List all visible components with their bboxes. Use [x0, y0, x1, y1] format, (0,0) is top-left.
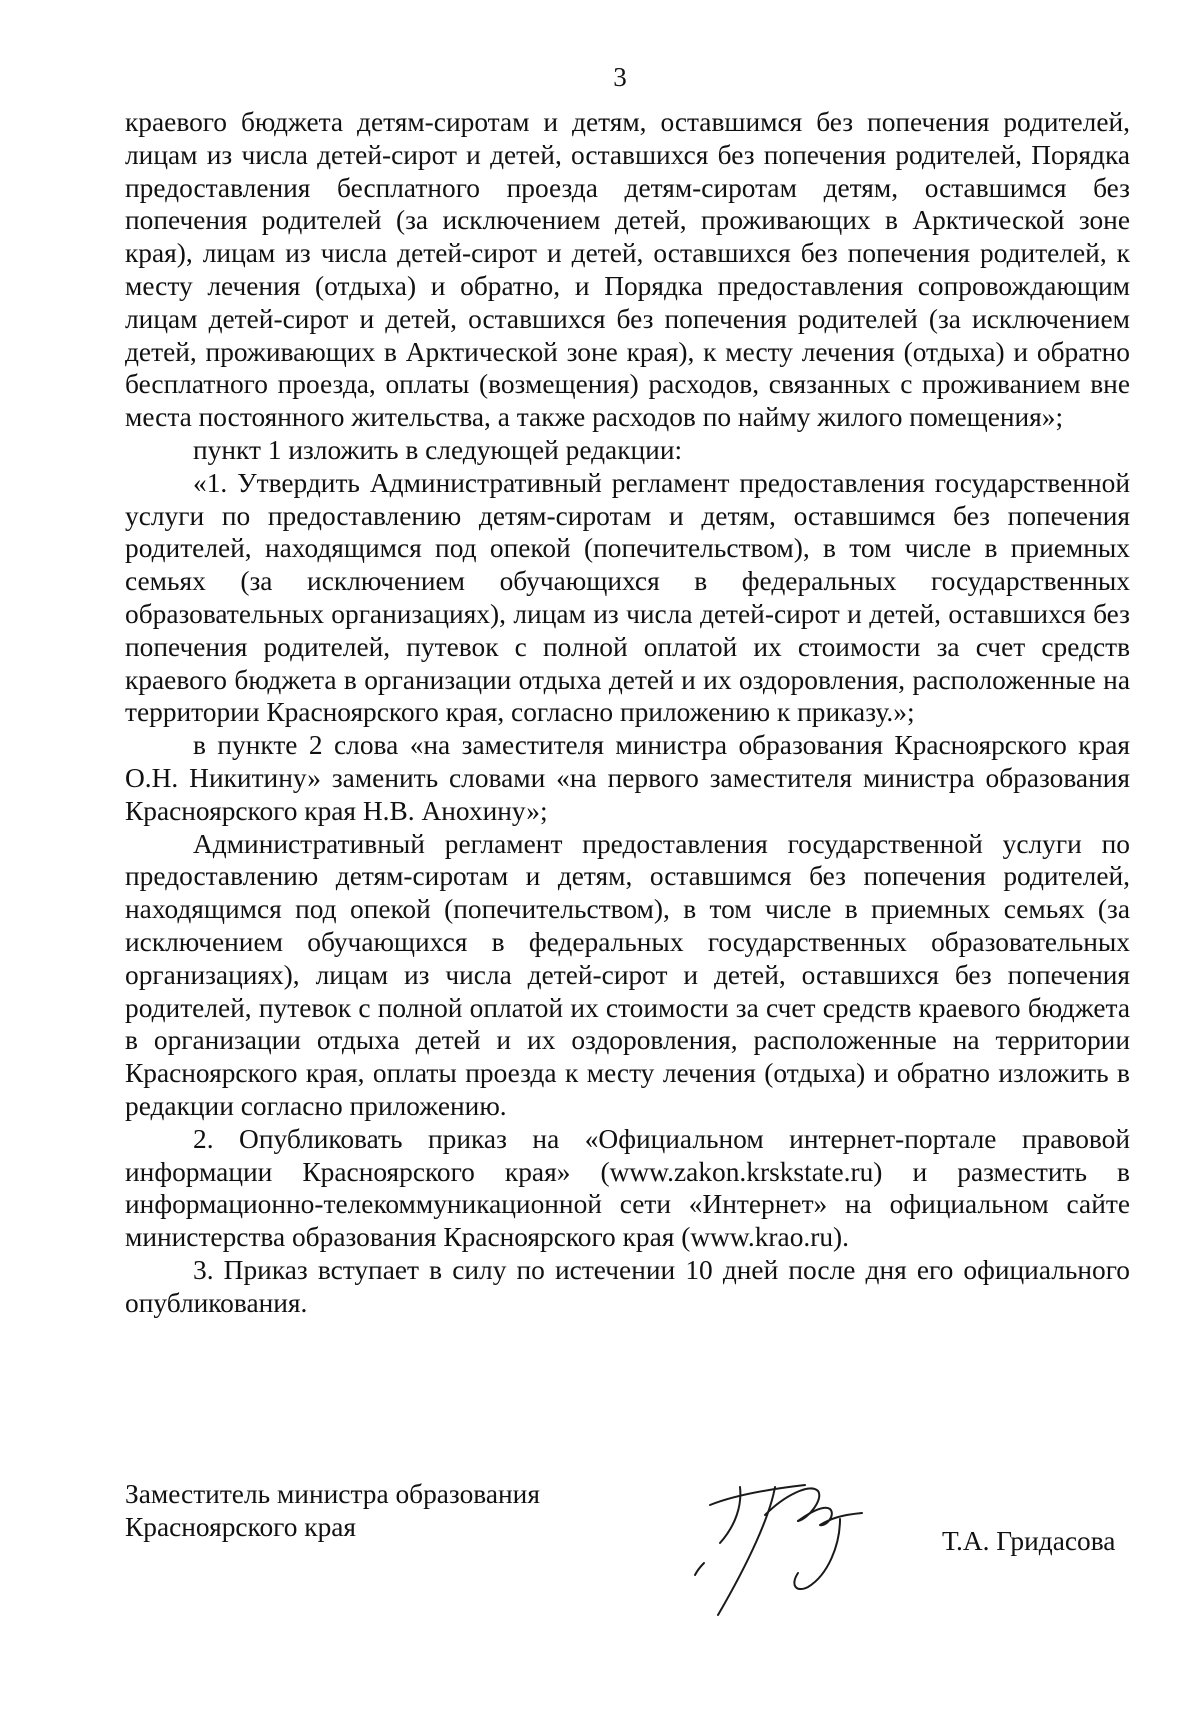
signatory-name: Т.А. Гридасова [942, 1526, 1116, 1556]
paragraph-regulation: Административный регламент предоставления государственной услуги по предоставлению детям-сиротам и детям, оставшимся без попечения родителей, находящимся под опекой (попечительством), в том числе в приемных семьях (за исключением обучающихся в федеральных государственных образовательных организациях), лицам из числа детей-сирот и детей, оставшихся без попечения родителей, путевок с полной оплатой их стоимости за счет средств краевого бюджета в организации отдыха детей и их оздоровления, расположенные на территории Красноярского края, оплаты проезда к месту лечения (отдыха) и обратно изложить в редакции согласно приложению. [125, 828, 1130, 1121]
paragraph-point-1-intro: пункт 1 изложить в следующей редакции: [193, 434, 683, 465]
page-number: 3 [613, 62, 627, 92]
paragraph-point-2-amend: в пункте 2 слова «на заместителя министра образования Красноярского края О.Н. Никитину» заменить словами «на первого заместителя министра образования Красноярского края Н.В. Анохину»; [125, 730, 1130, 826]
signatory-position [125, 1478, 540, 1544]
paragraph-item-2-publish: 2. Опубликовать приказ на «Официальном интернет-портале правовой информации Красноярского края» (www.zakon.krskstate.ru) и разместить в информационно-телекоммуникационной сети «Интернет» на официальном сайте министерства образования Красноярского края (www.krao.ru). [125, 1123, 1130, 1253]
paragraph-item-3-effective: 3. Приказ вступает в силу по истечении 10 дней после дня его официального опубликования. [125, 1254, 1130, 1318]
signatory-position-line-1: Заместитель министра образования [125, 1479, 540, 1509]
signatory-position-line-2: Красноярского края [125, 1511, 357, 1542]
handwritten-signature [690, 1465, 900, 1625]
paragraph-point-1-text: «1. Утвердить Административный регламент предоставления государственной услуги по предоставлению детям-сиротам и детям, оставшимся без попечения родителей, находящимся под опекой (попечительством), в том числе в приемных семьях (за исключением обучающихся в федеральных государственных образовательных организациях), лицам из числа детей-сирот и детей, оставшихся без попечения родителей, путевок с полной оплатой их стоимости за счет средств краевого бюджета в организации отдыха детей и их оздоровления, расположенные на территории Красноярского края, согласно приложению к приказу.»; [125, 467, 1130, 728]
paragraph-continuation: краевого бюджета детям-сиротам и детям, оставшимся без попечения родителей, лицам из числа детей-сирот и детей, оставшихся без попечения родителей, Порядка предоставления бесплатного проезда детям-сиротам детям, оставшимся без попечения родителей (за исключением детей, проживающих в Арктической зоне края), лицам из числа детей-сирот и детей, оставшихся без попечения родителей, к месту лечения (отдыха) и обратно, и Порядка предоставления сопровождающим лицам детей-сирот и детей, оставшихся без попечения родителей (за исключением детей, проживающих в Арктической зоне края), к месту лечения (отдыха) и обратно бесплатного проезда, оплаты (возмещения) расходов, связанных с проживанием вне места постоянного жительства, а также расходов по найму жилого помещения»; [125, 107, 1130, 433]
document-body [125, 106, 1130, 1319]
